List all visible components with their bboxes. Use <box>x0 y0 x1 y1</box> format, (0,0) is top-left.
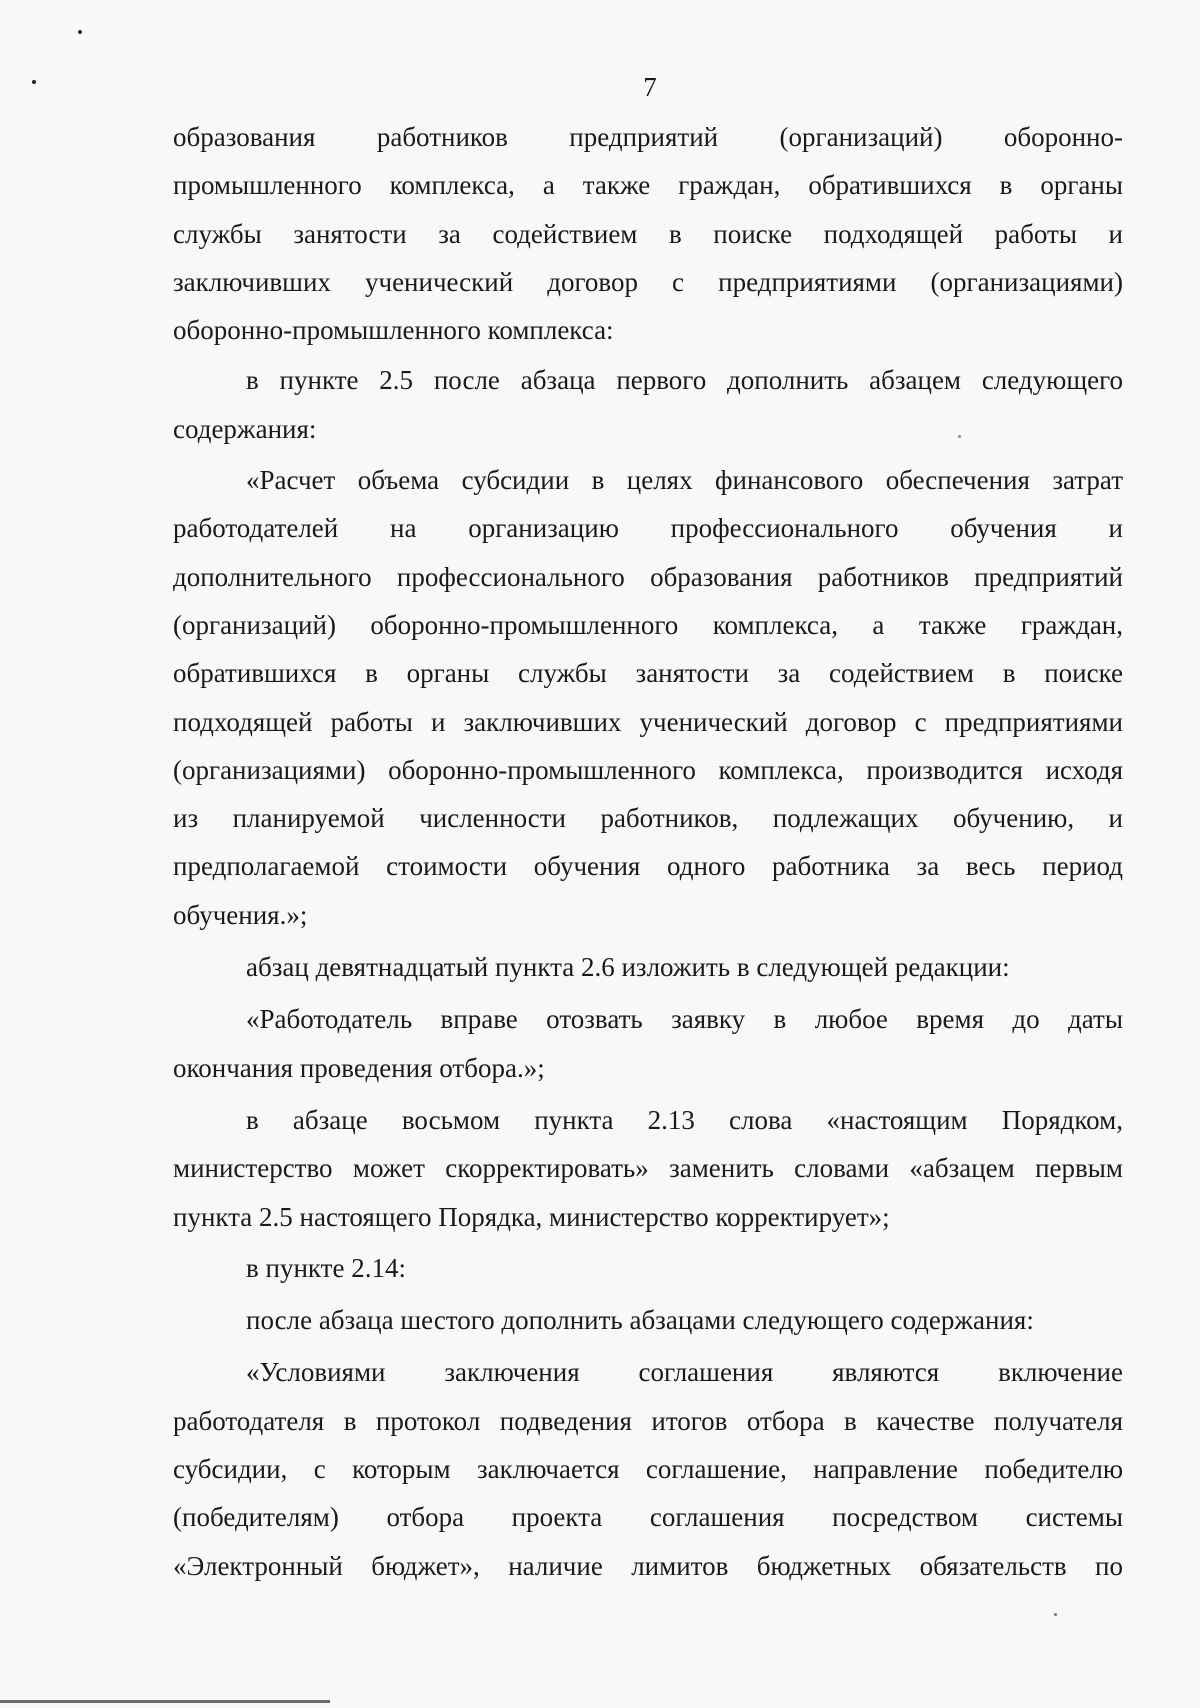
text-line: предполагаемой стоимости обучения одного работника за весь период <box>173 851 1123 882</box>
text-line: в пункте 2.14: <box>246 1252 406 1283</box>
text-line: подходящей работы и заключивших ученический договор с предприятиями <box>173 706 1123 737</box>
text-line: в пункте 2.5 после абзаца первого дополнить абзацем следующего <box>246 365 1123 396</box>
text-line: промышленного комплекса, а также граждан, обратившихся в органы <box>173 170 1123 201</box>
text-line: обучения.»; <box>173 899 308 930</box>
scan-speck <box>1054 1613 1057 1616</box>
text-line: пункта 2.5 настоящего Порядка, министерство корректирует»; <box>173 1201 890 1232</box>
text-line: субсидии, с которым заключается соглашение, направление победителю <box>173 1454 1123 1485</box>
text-line: заключивших ученический договор с предприятиями (организациями) <box>173 266 1123 297</box>
text-line: «Работодатель вправе отозвать заявку в любое время до даты <box>246 1004 1123 1035</box>
document-body <box>173 113 1123 1590</box>
scan-edge-line <box>0 1700 330 1703</box>
text-line: обратившихся в органы службы занятости за содействием в поиске <box>173 658 1123 689</box>
text-line: после абзаца шестого дополнить абзацами следующего содержания: <box>246 1305 1034 1336</box>
text-line: окончания проведения отбора.»; <box>173 1052 545 1083</box>
page-number: 7 <box>643 72 657 102</box>
text-line: образования работников предприятий (организаций) оборонно- <box>173 122 1123 152</box>
text-line: (победителям) отбора проекта соглашения посредством системы <box>173 1502 1123 1533</box>
text-line: «Условиями заключения соглашения являются включение <box>246 1357 1123 1388</box>
text-line: (организациями) оборонно-промышленного комплекса, производится исходя <box>173 754 1123 785</box>
text-line: абзац девятнадцатый пункта 2.6 изложить в следующей редакции: <box>246 952 1010 983</box>
text-line: оборонно-промышленного комплекса: <box>173 315 614 346</box>
text-line: службы занятости за содействием в поиске подходящей работы и <box>173 218 1123 249</box>
text-line: «Электронный бюджет», наличие лимитов бюджетных обязательств по <box>173 1550 1123 1581</box>
text-line: работодателей на организацию профессионального обучения и <box>173 513 1123 544</box>
text-line: (организаций) оборонно-промышленного комплекса, а также граждан, <box>173 609 1123 640</box>
text-line: дополнительного профессионального образования работников предприятий <box>173 561 1123 592</box>
text-line: из планируемой численности работников, подлежащих обучению, и <box>173 803 1123 834</box>
scan-speck <box>78 30 82 34</box>
text-line: работодателя в протокол подведения итогов отбора в качестве получателя <box>173 1405 1123 1436</box>
text-line: «Расчет объема субсидии в целях финансового обеспечения затрат <box>246 465 1123 496</box>
scan-speck <box>32 80 36 84</box>
text-line: в абзаце восьмом пункта 2.13 слова «настоящим Порядком, <box>246 1104 1123 1135</box>
text-line: содержания: <box>173 413 317 444</box>
text-line: министерство может скорректировать» заменить словами «абзацем первым <box>173 1153 1123 1184</box>
scan-speck <box>958 435 961 438</box>
